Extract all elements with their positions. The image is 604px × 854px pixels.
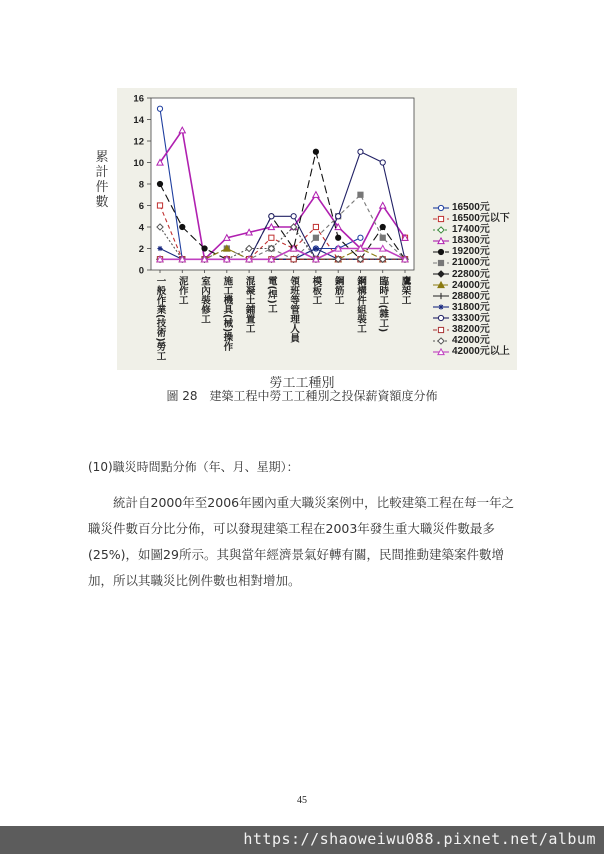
data-point <box>313 246 318 251</box>
legend-item <box>433 269 523 280</box>
x-tick-label: 泥作工 <box>176 276 188 305</box>
legend-item <box>433 246 523 257</box>
data-point <box>438 260 443 265</box>
y-axis-label-char: 數 <box>95 195 109 210</box>
data-point <box>438 216 443 221</box>
data-point <box>358 235 363 240</box>
x-tick-label: 臨時工(雜工) <box>377 276 389 333</box>
x-tick-label: 模板工 <box>310 276 322 305</box>
section-heading: (10)職災時間點分佈（年、月、星期）： <box>88 460 299 474</box>
data-point <box>157 246 162 251</box>
data-point <box>269 235 274 240</box>
legend-item <box>433 324 523 335</box>
legend-label: 33300元 <box>452 312 490 324</box>
x-tick-label: 電(焊)工 <box>265 276 277 314</box>
legend-item <box>433 202 523 213</box>
x-axis-label: 勞工工種別 <box>269 376 335 391</box>
data-point <box>202 246 207 251</box>
page-number: 45 <box>297 795 307 806</box>
y-axis-label-char: 累 <box>95 150 109 165</box>
legend-label: 19200元 <box>452 246 490 258</box>
legend-item <box>433 257 523 268</box>
data-point <box>438 293 444 299</box>
legend-label: 31800元 <box>452 301 490 313</box>
data-point <box>380 160 385 165</box>
legend-label: 28800元 <box>452 290 490 302</box>
legend-label: 22800元 <box>452 268 490 280</box>
legend-item <box>433 224 523 235</box>
data-point <box>157 203 162 208</box>
x-tick-label: 室內裝修工 <box>199 276 211 324</box>
data-point <box>438 338 444 344</box>
data-point <box>291 257 296 262</box>
y-tick-label: 6 <box>138 201 144 212</box>
data-point <box>180 224 185 229</box>
data-point <box>438 316 443 321</box>
data-point <box>313 235 318 240</box>
legend-swatch <box>433 269 449 279</box>
legend-item <box>433 313 523 324</box>
data-point <box>380 235 385 240</box>
legend-swatch <box>433 214 449 224</box>
y-tick-label: 16 <box>133 93 144 105</box>
data-point <box>313 224 318 229</box>
legend-label: 17400元 <box>452 224 490 236</box>
data-point <box>157 106 162 111</box>
legend-label: 38200元 <box>452 324 490 336</box>
data-point <box>438 305 443 310</box>
legend-swatch <box>433 236 449 246</box>
legend-swatch <box>433 313 449 323</box>
data-point <box>336 214 341 219</box>
legend-item <box>433 213 523 224</box>
y-tick-label: 10 <box>133 158 144 169</box>
y-tick-label: 12 <box>133 136 144 148</box>
data-point <box>438 271 444 277</box>
legend-swatch <box>433 336 449 346</box>
data-point <box>438 227 444 233</box>
legend-swatch <box>433 302 449 312</box>
legend-item <box>433 302 523 313</box>
x-tick-label: 鋼構件組裝工 <box>354 276 366 333</box>
x-tick-label: 混凝土鋪置工 <box>243 276 255 333</box>
legend-swatch <box>433 203 449 213</box>
legend-label: 21000元 <box>452 257 490 269</box>
legend-item <box>433 346 523 357</box>
chart-legend <box>433 202 523 357</box>
legend-swatch <box>433 225 449 235</box>
legend-label: 16500元以下 <box>452 213 510 225</box>
data-point <box>438 205 443 210</box>
legend-swatch <box>433 247 449 257</box>
legend-swatch <box>433 291 449 301</box>
legend-item <box>433 280 523 291</box>
data-point <box>380 224 385 229</box>
y-tick-label: 2 <box>138 244 144 255</box>
y-tick-label: 4 <box>138 222 144 234</box>
legend-swatch <box>433 280 449 290</box>
legend-item <box>433 335 523 346</box>
legend-label: 42000元以上 <box>452 346 510 358</box>
y-axis-label <box>92 150 112 210</box>
x-tick-label: 鋼筋工 <box>332 276 344 305</box>
legend-swatch <box>433 258 449 268</box>
body-paragraph: 統計自2000年至2006年國內重大職災案例中，比較建築工程在每一年之職災件數百分比分佈，可以發現建築工程在2003年發生重大職災件數最多(25%)，如圖29所示。其與當年經濟景氣好轉有關，民間推動建築案件數增加，所以其職災比例件數也相對增加。 <box>88 495 515 588</box>
data-point <box>336 235 341 240</box>
data-point <box>358 192 363 197</box>
plot-area <box>151 98 414 270</box>
x-tick-label: 鷹架工 <box>399 276 411 305</box>
legend-swatch <box>433 325 449 335</box>
data-point <box>313 149 318 154</box>
watermark-url: https://shaoweiwu088.pixnet.net/album <box>243 830 596 848</box>
x-tick-label: 施工機具(械)操作 <box>221 276 233 352</box>
legend-label: 42000元 <box>452 335 490 347</box>
data-point <box>438 249 443 254</box>
legend-item <box>433 235 523 246</box>
y-tick-label: 0 <box>138 265 144 277</box>
legend-label: 24000元 <box>452 279 490 291</box>
data-point <box>269 214 274 219</box>
y-axis-label-char: 件 <box>95 180 109 195</box>
figure-caption: 圖 28 建築工程中勞工工種別之投保薪資額度分佈 <box>166 389 438 403</box>
x-tick-label: 一般作業(技術)勞工 <box>154 276 166 361</box>
data-point <box>291 214 296 219</box>
data-point <box>157 181 162 186</box>
legend-label: 18300元 <box>452 235 490 247</box>
y-axis-label-char: 計 <box>95 165 109 180</box>
data-point <box>438 327 443 332</box>
x-tick-label: 領班等管理人員 <box>288 276 300 343</box>
y-tick-label: 14 <box>133 115 144 126</box>
legend-item <box>433 291 523 302</box>
data-point <box>358 149 363 154</box>
legend-label: 16500元 <box>452 202 490 213</box>
y-tick-label: 8 <box>138 179 144 191</box>
legend-swatch <box>433 347 449 357</box>
watermark-bar <box>0 826 604 854</box>
